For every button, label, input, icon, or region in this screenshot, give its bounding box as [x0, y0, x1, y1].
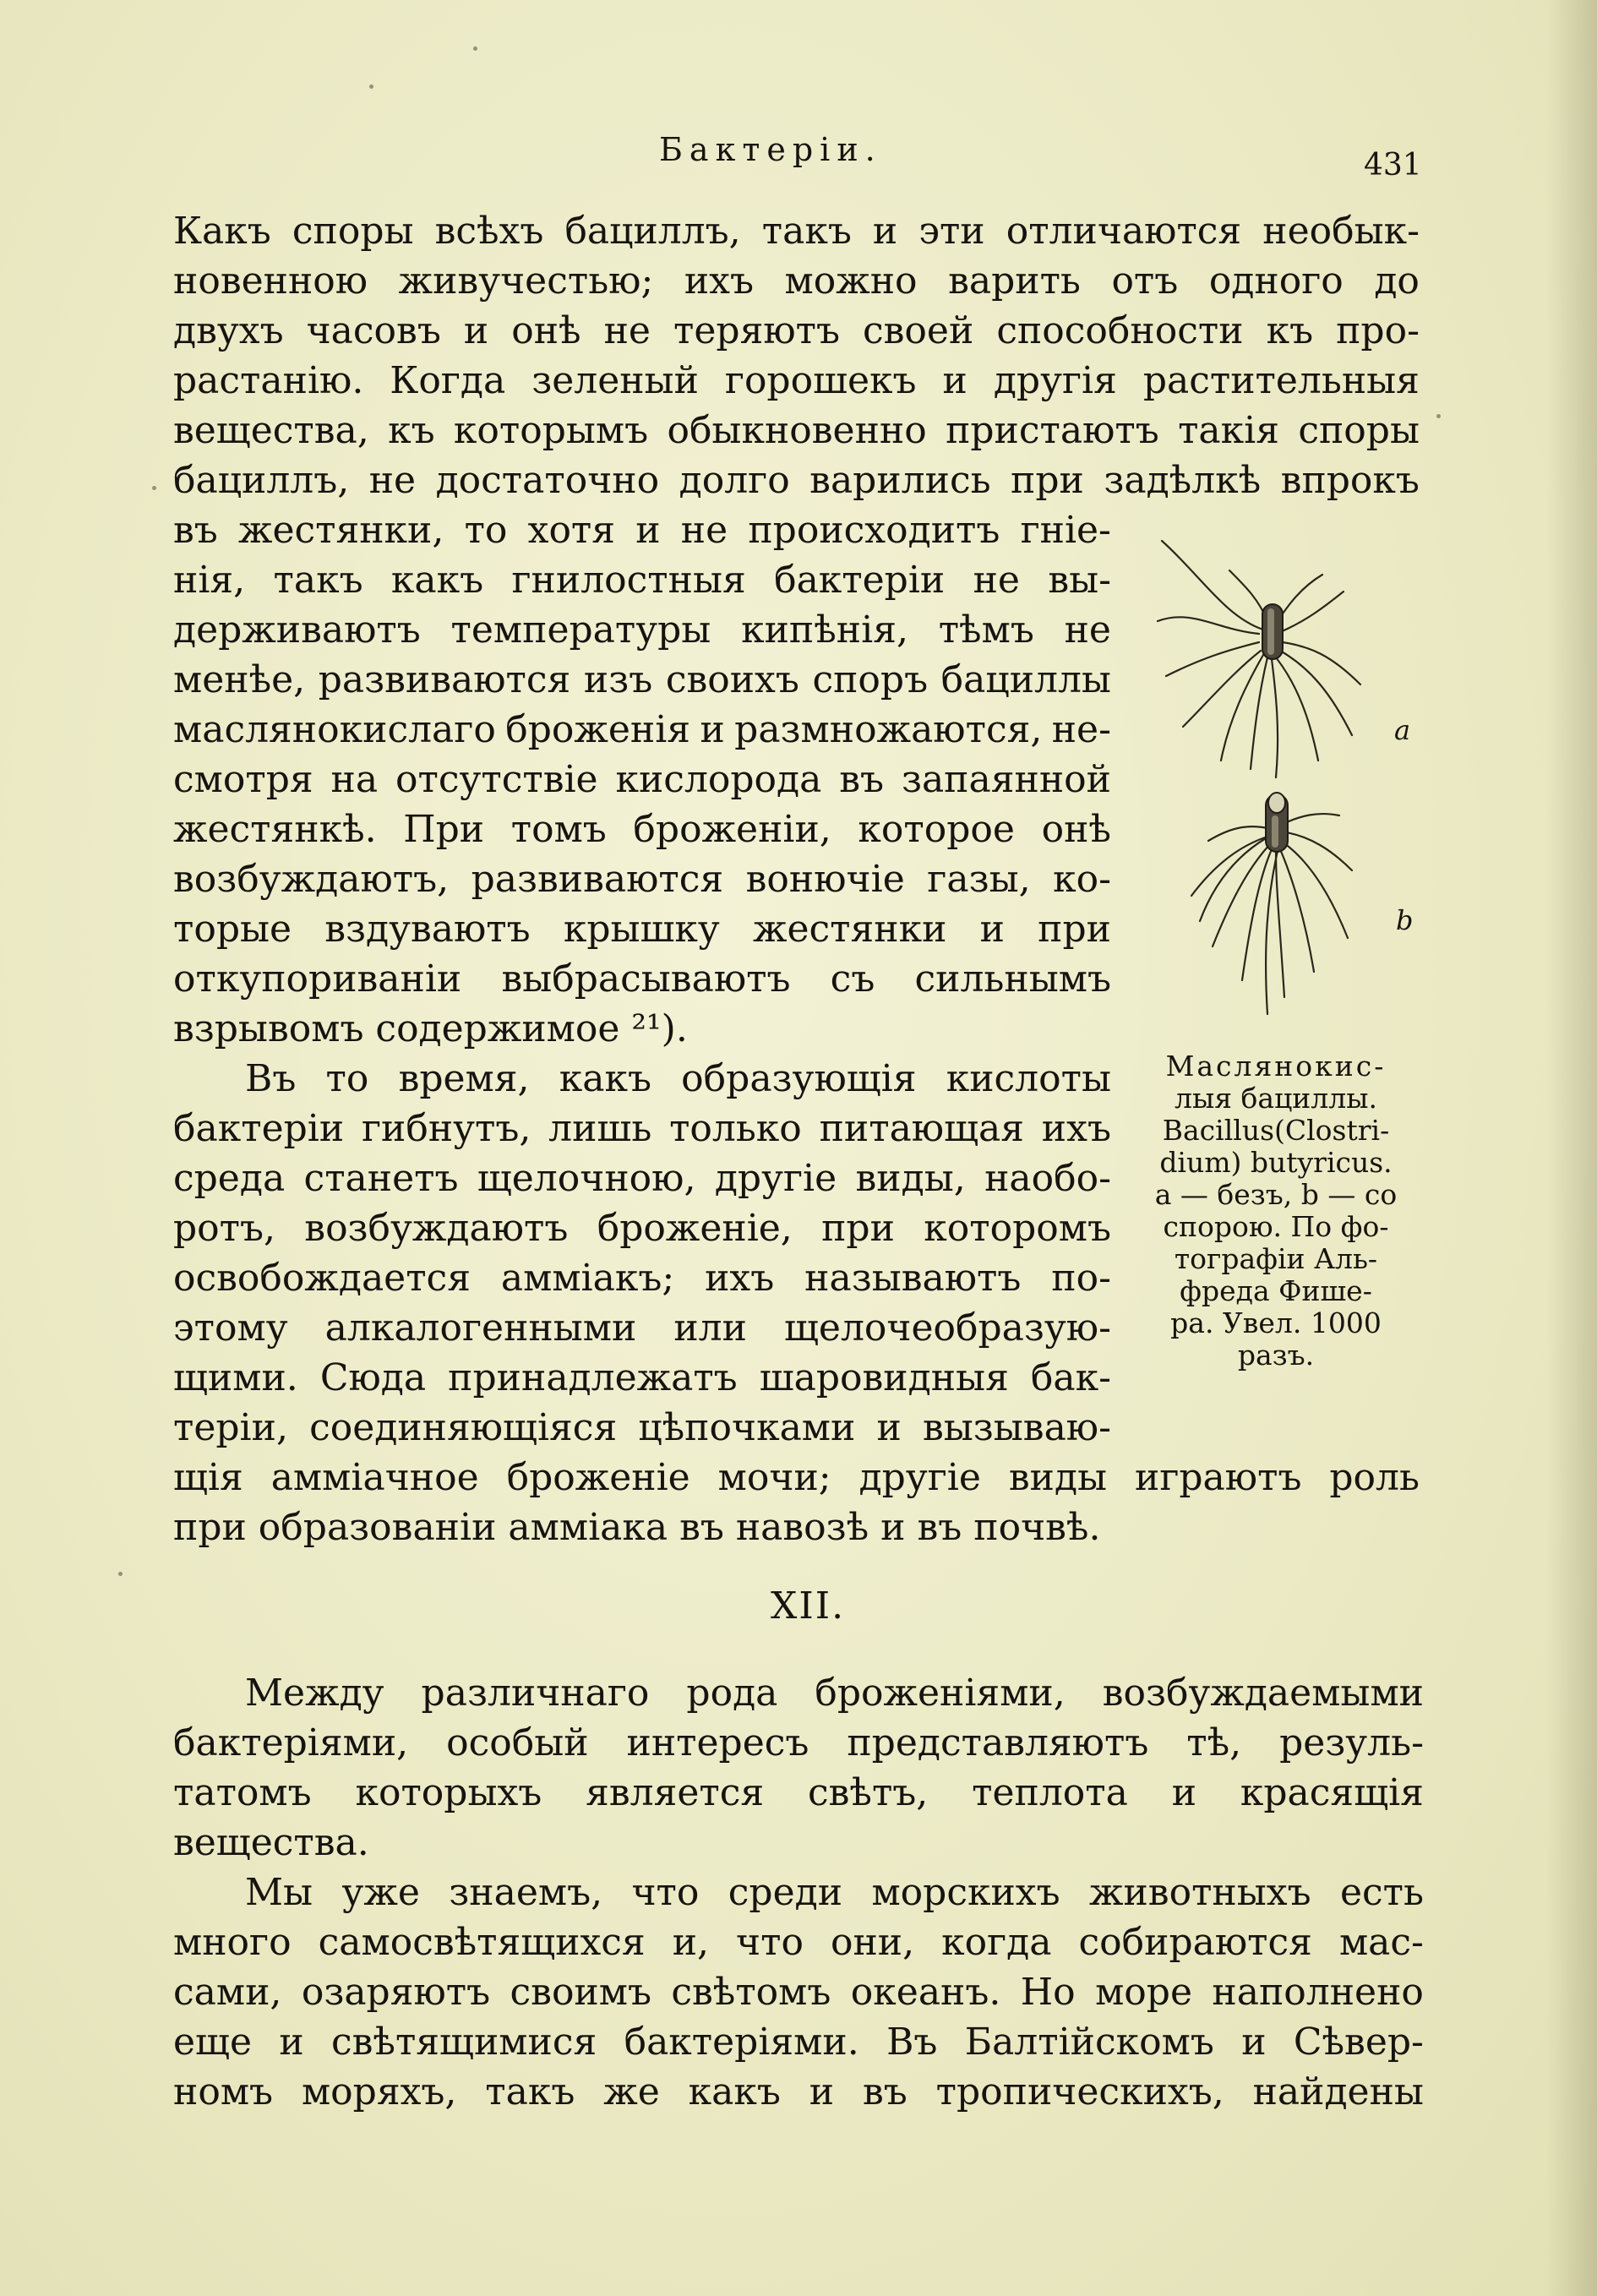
word: различнаго — [421, 1672, 650, 1715]
word: происходитъ — [748, 509, 1000, 552]
word: температуры — [450, 608, 711, 652]
word: бациллъ, — [564, 210, 741, 253]
figure-caption-line: спорою. По фо- — [1163, 1210, 1389, 1243]
word: жестянки — [753, 908, 947, 951]
text-line — [173, 509, 1111, 552]
word: вы- — [1048, 559, 1111, 602]
word: играютъ — [1135, 1456, 1302, 1499]
word: выбрасываютъ — [501, 957, 791, 1001]
section-heading: XII. — [771, 1584, 846, 1628]
figure-caption-line: фреда Фише- — [1180, 1274, 1372, 1307]
text-line — [245, 1672, 1424, 1715]
text-line — [173, 259, 1420, 303]
text-line — [173, 708, 1111, 751]
speck — [473, 46, 477, 51]
word: смотря — [173, 758, 313, 801]
word: возбуждаютъ, — [173, 858, 450, 901]
word: образующія — [681, 1057, 917, 1100]
word: своимъ — [510, 1971, 651, 2014]
word: время, — [398, 1057, 530, 1100]
word: виды — [1008, 1456, 1108, 1499]
word: освобождается — [173, 1257, 471, 1300]
word: моряхъ, — [301, 2070, 457, 2113]
word: то — [464, 509, 508, 552]
word: не — [368, 459, 417, 502]
word: виды, — [855, 1157, 966, 1200]
word: и, — [672, 1921, 710, 1964]
word: амміачное — [270, 1456, 479, 1499]
word: свѣтъ, — [808, 1771, 929, 1814]
text-line — [173, 1306, 1111, 1350]
text-line — [173, 409, 1420, 452]
figure-caption-line: dium) butyricus. — [1159, 1146, 1393, 1179]
word: новенною — [173, 259, 368, 303]
figure-caption-line: Маслянокис- — [1165, 1050, 1387, 1083]
word: же — [603, 2070, 660, 2113]
bacillus-illustration — [1149, 524, 1428, 1031]
word: своей — [863, 309, 974, 352]
word: споръ — [812, 658, 929, 701]
text-line: при образованіи амміака въ навозѣ и въ почвѣ. — [173, 1506, 1101, 1549]
word: вещества, — [173, 409, 369, 452]
word: есть — [1339, 1871, 1424, 1914]
text-line — [173, 908, 1111, 951]
word: татомъ — [173, 1771, 312, 1814]
word: бактеріи — [173, 1107, 345, 1150]
word: ихъ — [684, 259, 754, 303]
figure-caption-line: тографіи Аль- — [1174, 1242, 1378, 1275]
word: много — [173, 1921, 292, 1964]
word: свѣтомъ — [671, 1971, 831, 2014]
word: размножаются, — [734, 708, 1043, 751]
word: не — [973, 559, 1020, 602]
text-line — [173, 1721, 1424, 1764]
word: Мы — [245, 1871, 313, 1914]
word: къ — [388, 409, 435, 452]
text-line — [173, 957, 1111, 1001]
word: свѣтящимися — [331, 2021, 597, 2064]
word: броженіи, — [633, 808, 831, 851]
word: только — [669, 1107, 802, 1150]
word: онѣ — [1041, 808, 1111, 851]
word: морскихъ — [871, 1871, 1060, 1914]
word: Сюда — [319, 1356, 427, 1399]
word: держиваютъ — [173, 608, 421, 652]
page-number: 431 — [1364, 148, 1422, 183]
speck — [369, 85, 373, 89]
word: бациллы — [940, 658, 1111, 701]
word: Сѣвер- — [1293, 2021, 1424, 2064]
word: броженіями, — [815, 1672, 1066, 1715]
speck — [1436, 414, 1441, 418]
word: При — [403, 808, 485, 851]
word: роль — [1329, 1456, 1420, 1499]
word: жестянкѣ. — [173, 808, 377, 851]
word: возбуждаемыми — [1102, 1672, 1424, 1715]
word: самосвѣтящихся — [318, 1921, 646, 1964]
word: которымъ — [453, 409, 649, 452]
word: среди — [728, 1871, 843, 1914]
word: особый — [446, 1721, 589, 1764]
word: наобо- — [984, 1157, 1111, 1200]
word: пристаютъ — [946, 409, 1159, 452]
word: ко- — [1053, 858, 1111, 901]
word: амміакъ; — [500, 1257, 675, 1300]
word: бак- — [1030, 1356, 1111, 1399]
word: Между — [245, 1672, 384, 1715]
word: одного — [1208, 259, 1344, 303]
word: озаряютъ — [301, 1971, 491, 2014]
word: какъ — [390, 559, 484, 602]
word: не — [603, 309, 651, 352]
word: еще — [173, 2021, 252, 2064]
word: въ — [839, 758, 885, 801]
text-line — [173, 1971, 1424, 2014]
word: изъ — [583, 658, 653, 701]
word: споры — [292, 210, 414, 253]
word: броженія — [505, 708, 691, 751]
word: они, — [830, 1921, 915, 1964]
word: не- — [1051, 708, 1111, 751]
text-line — [173, 2021, 1424, 2064]
figure-label-b: b — [1396, 904, 1414, 936]
word: питающая — [819, 1107, 1025, 1150]
word: кислорода — [615, 758, 822, 801]
word: живучестью; — [398, 259, 654, 303]
word: при — [1038, 908, 1111, 951]
word: до — [1374, 259, 1420, 303]
word: вызываю- — [922, 1406, 1111, 1449]
word: запаянной — [901, 758, 1111, 801]
figure-caption-line: Bacillus(Clostri- — [1162, 1114, 1390, 1147]
word: маслянокислаго — [173, 708, 496, 751]
word: интересъ — [626, 1721, 809, 1764]
word: собираются — [1078, 1921, 1312, 1964]
word: рода — [686, 1672, 778, 1715]
text-line — [173, 1356, 1111, 1399]
word: другія — [993, 359, 1117, 402]
word: зеленый — [531, 359, 699, 402]
word: въ — [173, 509, 218, 552]
word: алкалогенными — [324, 1306, 637, 1350]
word: по- — [1051, 1257, 1111, 1300]
word: съ — [830, 957, 875, 1001]
text-line — [173, 2070, 1424, 2113]
word: двухъ — [173, 309, 284, 352]
word: и — [809, 2070, 835, 2113]
word: что — [736, 1921, 804, 1964]
word: эти — [918, 210, 985, 253]
word: жестянки, — [237, 509, 444, 552]
word: и — [700, 708, 725, 751]
word: уже — [341, 1871, 420, 1914]
word: при — [821, 1207, 895, 1250]
word: вонючіе — [745, 858, 905, 901]
text-line — [245, 1871, 1424, 1914]
word: этому — [173, 1306, 288, 1350]
word: такія — [1178, 409, 1279, 452]
word: торые — [173, 908, 292, 951]
word: и — [1171, 1771, 1197, 1814]
word: Въ — [245, 1057, 297, 1100]
word: и — [872, 210, 898, 253]
word: горошекъ — [724, 359, 917, 402]
word: Какъ — [173, 210, 271, 253]
text-line — [173, 459, 1420, 502]
word: теплота — [972, 1771, 1128, 1814]
word: которомъ — [924, 1207, 1111, 1250]
word: лишь — [548, 1107, 652, 1150]
figure-caption-line: лыя бациллы. — [1175, 1082, 1377, 1115]
word: найдены — [1252, 2070, 1424, 2113]
speck — [152, 486, 156, 490]
figure-caption-line: ра. Увел. 1000 — [1170, 1306, 1382, 1339]
word: такъ — [761, 210, 852, 253]
word: знаемъ, — [449, 1871, 603, 1914]
word: ротъ, — [173, 1207, 275, 1250]
word: ихъ — [705, 1257, 775, 1300]
word: не — [1064, 608, 1111, 652]
word: задѣлкѣ — [1104, 459, 1262, 502]
word: Но — [1020, 1971, 1076, 2014]
text-line — [173, 1257, 1111, 1300]
word: ихъ — [1041, 1107, 1111, 1150]
word: броженіе, — [597, 1207, 793, 1250]
word: и — [942, 359, 967, 402]
word: животныхъ — [1089, 1871, 1311, 1914]
word: станетъ — [303, 1157, 459, 1200]
word: мочи; — [717, 1456, 831, 1499]
word: долго — [679, 459, 790, 502]
text-line — [173, 1921, 1424, 1964]
text-line — [173, 608, 1111, 652]
word: варились — [809, 459, 991, 502]
word: газы, — [927, 858, 1031, 901]
word: красящія — [1240, 1771, 1424, 1814]
word: хотя — [527, 509, 616, 552]
word: достаточно — [435, 459, 660, 502]
word: щелочною, — [477, 1157, 696, 1200]
word: кислоты — [946, 1057, 1111, 1100]
word: соединяющіяся — [309, 1406, 618, 1449]
word: къ — [1266, 309, 1314, 352]
word: растительныя — [1142, 359, 1420, 402]
word: среда — [173, 1157, 286, 1200]
text-line — [173, 559, 1111, 602]
word: бациллъ, — [173, 459, 350, 502]
text-line — [173, 1456, 1420, 1499]
word: впрокъ — [1280, 459, 1420, 502]
word: часовъ — [306, 309, 441, 352]
word: называютъ — [804, 1257, 1022, 1300]
word: броженіе — [506, 1456, 690, 1499]
word: принадлежатъ — [448, 1356, 738, 1399]
bacilli-figure — [1149, 524, 1428, 1039]
word: отличаются — [1006, 210, 1242, 253]
word: обыкновенно — [667, 409, 927, 452]
word: менѣе, — [173, 658, 306, 701]
word: и — [876, 1406, 902, 1449]
word: другіе — [714, 1157, 837, 1200]
word: и — [463, 309, 489, 352]
word: что — [631, 1871, 700, 1914]
word: которое — [858, 808, 1015, 851]
word: другіе — [858, 1456, 981, 1499]
word: споры — [1298, 409, 1420, 452]
text-line — [173, 808, 1111, 851]
word: тѣмъ — [938, 608, 1034, 652]
word: какъ — [688, 2070, 781, 2113]
word: какъ — [559, 1057, 651, 1100]
word: шаровидныя — [759, 1356, 1009, 1399]
word: развиваются — [318, 658, 571, 701]
word: на — [330, 758, 379, 801]
word: не — [680, 509, 728, 552]
word: океанъ. — [850, 1971, 1001, 2014]
word: и — [1241, 2021, 1267, 2064]
word: своихъ — [665, 658, 799, 701]
word: бактеріями, — [173, 1721, 409, 1764]
word: резуль- — [1279, 1721, 1424, 1764]
word: и — [635, 509, 661, 552]
word: такъ — [485, 2070, 575, 2113]
word: сами, — [173, 1971, 282, 2014]
figure-caption-line: a — безъ, b — со — [1154, 1178, 1398, 1211]
text-line: взрывомъ содержимое ²¹). — [173, 1007, 688, 1050]
text-line — [245, 1057, 1111, 1100]
word: является — [586, 1771, 765, 1814]
word: бактеріи — [774, 559, 946, 602]
word: тѣ, — [1186, 1721, 1242, 1764]
word: сильнымъ — [914, 957, 1111, 1001]
word: теріи, — [173, 1406, 288, 1449]
word: способности — [996, 309, 1244, 352]
word: гнилостныя — [511, 559, 746, 602]
word: тропическихъ, — [935, 2070, 1224, 2113]
word: и — [279, 2021, 304, 2064]
word: гніе- — [1020, 509, 1111, 552]
word: отсутствіе — [395, 758, 598, 801]
word: вздуваютъ — [324, 908, 531, 951]
text-line — [173, 1107, 1111, 1150]
word: бактеріями. — [624, 2021, 859, 2064]
speck — [118, 1572, 123, 1576]
text-line: вещества. — [173, 1821, 369, 1864]
text-line — [173, 1157, 1111, 1200]
word: наполнено — [1212, 1971, 1424, 2014]
text-line — [173, 658, 1111, 701]
word: при — [1011, 459, 1084, 502]
word: возбуждаютъ — [304, 1207, 569, 1250]
word: кипѣнія, — [741, 608, 908, 652]
word: нія, — [173, 559, 246, 602]
word: отъ — [1111, 259, 1179, 303]
text-line — [173, 858, 1111, 901]
word: про- — [1336, 309, 1420, 352]
word: мас- — [1338, 1921, 1424, 1964]
figure-label-a: a — [1394, 714, 1411, 746]
word: Въ — [886, 2021, 938, 2064]
text-line — [173, 1406, 1111, 1449]
word: откупориваніи — [173, 957, 462, 1001]
text-line — [173, 758, 1111, 801]
word: Когда — [390, 359, 506, 402]
word: когда — [941, 1921, 1052, 1964]
word: или — [673, 1306, 747, 1350]
text-line — [173, 1771, 1424, 1814]
word: всѣхъ — [434, 210, 544, 253]
word: которыхъ — [355, 1771, 542, 1814]
word: щелочеобразую- — [784, 1306, 1111, 1350]
word: представляютъ — [847, 1721, 1149, 1764]
text-line — [173, 1207, 1111, 1250]
word: растанію. — [173, 359, 364, 402]
figure-caption-line: разъ. — [1237, 1339, 1315, 1372]
text-line — [173, 309, 1420, 352]
text-line — [173, 210, 1420, 253]
word: необык- — [1262, 210, 1420, 253]
word: теряютъ — [673, 309, 840, 352]
word: то — [325, 1057, 369, 1100]
word: щія — [173, 1456, 243, 1499]
word: крышку — [563, 908, 720, 951]
word: развиваются — [471, 858, 724, 901]
running-title: Бактеріи. — [659, 131, 882, 168]
word: море — [1095, 1971, 1192, 2014]
word: варить — [948, 259, 1081, 303]
text-line — [173, 359, 1420, 402]
word: въ — [862, 2070, 908, 2113]
word: щими. — [173, 1356, 298, 1399]
word: и — [979, 908, 1005, 951]
word: можно — [784, 259, 918, 303]
word: Балтійскомъ — [964, 2021, 1214, 2064]
word: цѣпочками — [638, 1406, 856, 1449]
word: онѣ — [511, 309, 581, 352]
word: гибнутъ, — [361, 1107, 531, 1150]
word: такъ — [273, 559, 363, 602]
word: томъ — [510, 808, 607, 851]
word: номъ — [173, 2070, 274, 2113]
